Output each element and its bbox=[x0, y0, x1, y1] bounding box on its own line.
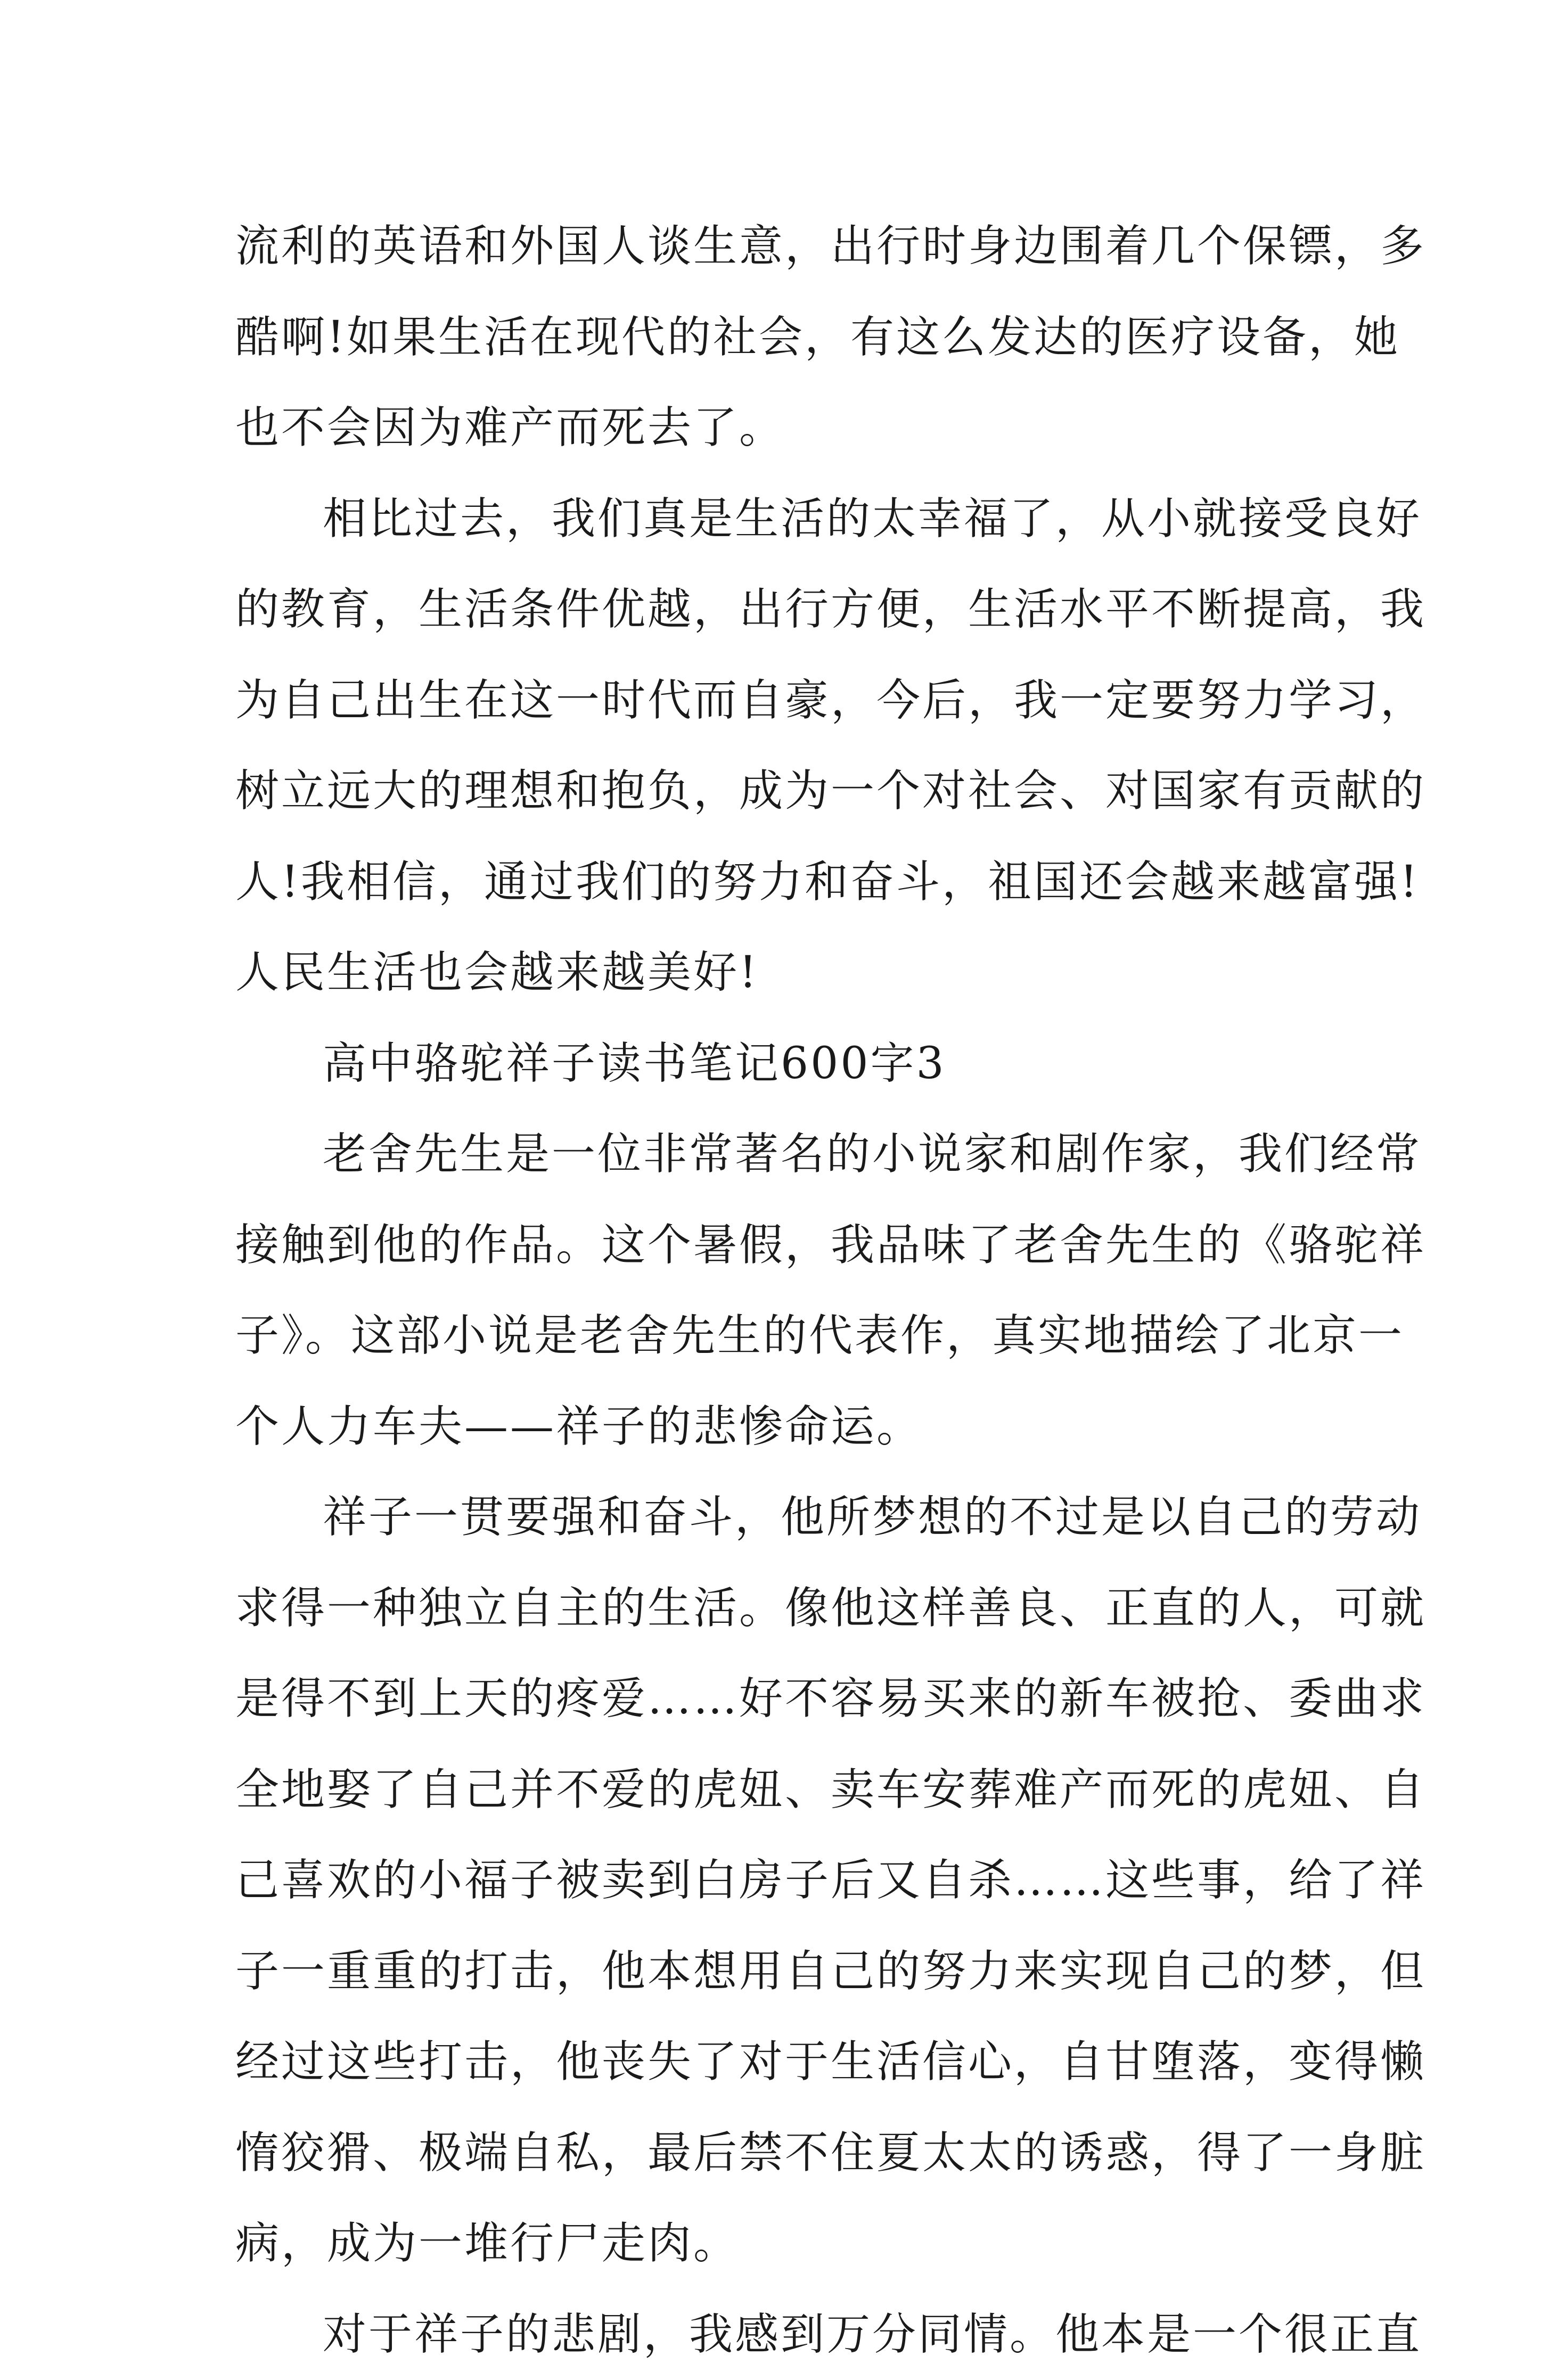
text-line: 病，成为一堆行尸走肉。 bbox=[235, 2198, 1322, 2289]
text-line: 全地娶了自己并不爱的虎妞、卖车安葬难产而死的虎妞、自 bbox=[235, 1745, 1322, 1836]
text-line: 树立远大的理想和抱负，成为一个对社会、对国家有贡献的 bbox=[235, 746, 1322, 837]
body-text bbox=[235, 201, 1322, 2380]
text-line: 对于祥子的悲剧，我感到万分同情。他本是一个很正直 bbox=[235, 2289, 1322, 2380]
text-line: 惰狡猾、极端自私，最后禁不住夏太太的诱惑，得了一身脏 bbox=[235, 2108, 1322, 2199]
text-line: 为自己出生在这一时代而自豪，今后，我一定要努力学习， bbox=[235, 655, 1322, 746]
text-line: 己喜欢的小福子被卖到白房子后又自杀……这些事，给了祥 bbox=[235, 1835, 1322, 1926]
text-line: 祥子一贯要强和奋斗，他所梦想的不过是以自己的劳动 bbox=[235, 1472, 1322, 1563]
text-line: 人民生活也会越来越美好! bbox=[235, 928, 1322, 1019]
section-heading: 高中骆驼祥子读书笔记600字3 bbox=[235, 1019, 1322, 1110]
text-line: 接触到他的作品。这个暑假，我品味了老舍先生的《骆驼祥 bbox=[235, 1200, 1322, 1291]
text-line: 相比过去，我们真是生活的太幸福了，从小就接受良好 bbox=[235, 474, 1322, 565]
text-line: 子》。这部小说是老舍先生的代表作，真实地描绘了北京一 bbox=[235, 1291, 1322, 1382]
text-line: 老舍先生是一位非常著名的小说家和剧作家，我们经常 bbox=[235, 1109, 1322, 1200]
text-line: 子一重重的打击，他本想用自己的努力来实现自己的梦，但 bbox=[235, 1926, 1322, 2017]
text-line: 的教育，生活条件优越，出行方便，生活水平不断提高，我 bbox=[235, 564, 1322, 655]
text-line: 求得一种独立自主的生活。像他这样善良、正直的人，可就 bbox=[235, 1563, 1322, 1654]
text-line: 也不会因为难产而死去了。 bbox=[235, 383, 1322, 474]
text-line: 流利的英语和外国人谈生意，出行时身边围着几个保镖，多 bbox=[235, 201, 1322, 292]
text-line: 酷啊!如果生活在现代的社会，有这么发达的医疗设备，她 bbox=[235, 292, 1322, 383]
text-line: 经过这些打击，他丧失了对于生活信心，自甘堕落，变得懒 bbox=[235, 2017, 1322, 2108]
text-line: 个人力车夫——祥子的悲惨命运。 bbox=[235, 1382, 1322, 1473]
text-line: 人!我相信，通过我们的努力和奋斗，祖国还会越来越富强! bbox=[235, 837, 1322, 928]
text-line: 是得不到上天的疼爱……好不容易买来的新车被抢、委曲求 bbox=[235, 1654, 1322, 1745]
